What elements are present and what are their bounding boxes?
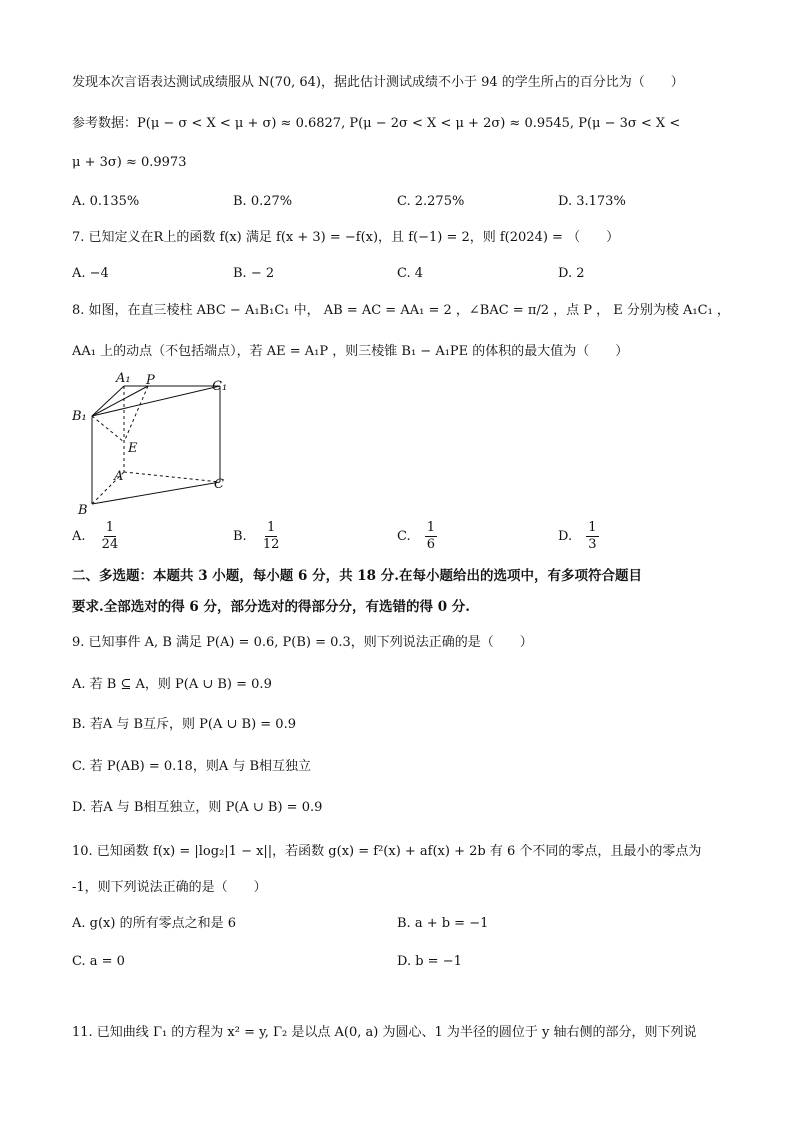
- label-c: C: [214, 477, 224, 492]
- q7-option-b: B. − 2: [233, 266, 275, 281]
- q6-option-a: A. 0.135%: [72, 194, 140, 209]
- q9-option-a: A. 若 B ⊆ A，则 P(A ∪ B) = 0.9: [72, 677, 272, 692]
- q8-line2: AA₁ 上的动点（不包括端点），若 AE = A₁P ，则三棱锥 B₁ − A₁PE 的体积的最大值为（ ）: [72, 344, 629, 359]
- prism-figure: [72, 372, 242, 520]
- q8-option-d: D. $\frac{1}{3}$: [558, 520, 597, 552]
- q6-option-c: C. 2.275%: [397, 194, 465, 209]
- label-a1: A₁: [116, 372, 131, 386]
- label-e: E: [128, 441, 138, 456]
- q6-line1: 发现本次言语表达测试成绩服从 N(70, 64)，据此估计测试成绩不小于 94 的学生所占的百分比为（ ）: [72, 75, 684, 90]
- q6-option-b: B. 0.27%: [233, 194, 293, 209]
- label-b1: B₁: [72, 409, 87, 424]
- q7-stem: 7. 已知定义在R上的函数 f(x) 满足 f(x + 3) = −f(x)，且 f(−1) = 2，则 f(2024) = （ ）: [72, 230, 620, 245]
- label-c1: C₁: [212, 379, 228, 394]
- q10-option-b: B. a + b = −1: [397, 916, 489, 931]
- q9-option-c: C. 若 P(AB) = 0.18，则A 与 B相互独立: [72, 759, 312, 774]
- q9-option-d: D. 若A 与 B相互独立，则 P(A ∪ B) = 0.9: [72, 800, 323, 815]
- q8-option-b: B. $\frac{1}{12}$: [233, 520, 280, 552]
- q10-line1: 10. 已知函数 f(x) = |log₂|1 − x||，若函数 g(x) = f²(x) + af(x) + 2b 有 6 个不同的零点，且最小的零点为: [72, 844, 702, 859]
- label-b: B: [78, 503, 88, 518]
- q8-option-c: C. $\frac{1}{6}$: [397, 520, 436, 552]
- label-a: A: [114, 469, 124, 484]
- q8-line1: 8. 如图，在直三棱柱 ABC − A₁B₁C₁ 中， AB = AC = AA₁ = 2 ，∠BAC = π/2 ，点 P ， E 分别为棱 A₁C₁ ，: [72, 303, 730, 318]
- q9-stem: 9. 已知事件 A, B 满足 P(A) = 0.6, P(B) = 0.3，则下列说法正确的是（ ）: [72, 635, 533, 650]
- q6-option-d: D. 3.173%: [558, 194, 626, 209]
- q10-option-d: D. b = −1: [397, 954, 462, 969]
- q8-option-a: A. $\frac{1}{24}$: [72, 520, 119, 552]
- q10-option-c: C. a = 0: [72, 954, 125, 969]
- q7-option-d: D. 2: [558, 266, 585, 281]
- q11-line1: 11. 已知曲线 Γ₁ 的方程为 x² = y, Γ₂ 是以点 A(0, a) 为圆心、1 为半径的圆位于 y 轴右侧的部分，则下列说: [72, 1025, 697, 1040]
- section2-heading-line2: 要求.全部选对的得 6 分，部分选对的得部分分，有选错的得 0 分.: [72, 599, 470, 615]
- q10-line2: -1，则下列说法正确的是（ ）: [72, 880, 267, 895]
- q6-reference-data-1: 参考数据：P(μ − σ < X < μ + σ) ≈ 0.6827, P(μ − 2σ < X < μ + 2σ) ≈ 0.9545, P(μ − 3σ < X <: [72, 116, 681, 131]
- label-p: P: [146, 373, 155, 388]
- q9-option-b: B. 若A 与 B互斥，则 P(A ∪ B) = 0.9: [72, 717, 296, 732]
- q10-option-a: A. g(x) 的所有零点之和是 6: [72, 916, 236, 931]
- q7-option-a: A. −4: [72, 266, 109, 281]
- q6-reference-data-2: μ + 3σ) ≈ 0.9973: [72, 155, 187, 170]
- q7-option-c: C. 4: [397, 266, 424, 281]
- section2-heading-line1: 二、多选题：本题共 3 小题，每小题 6 分，共 18 分.在每小题给出的选项中，有多项符合题目: [72, 568, 642, 584]
